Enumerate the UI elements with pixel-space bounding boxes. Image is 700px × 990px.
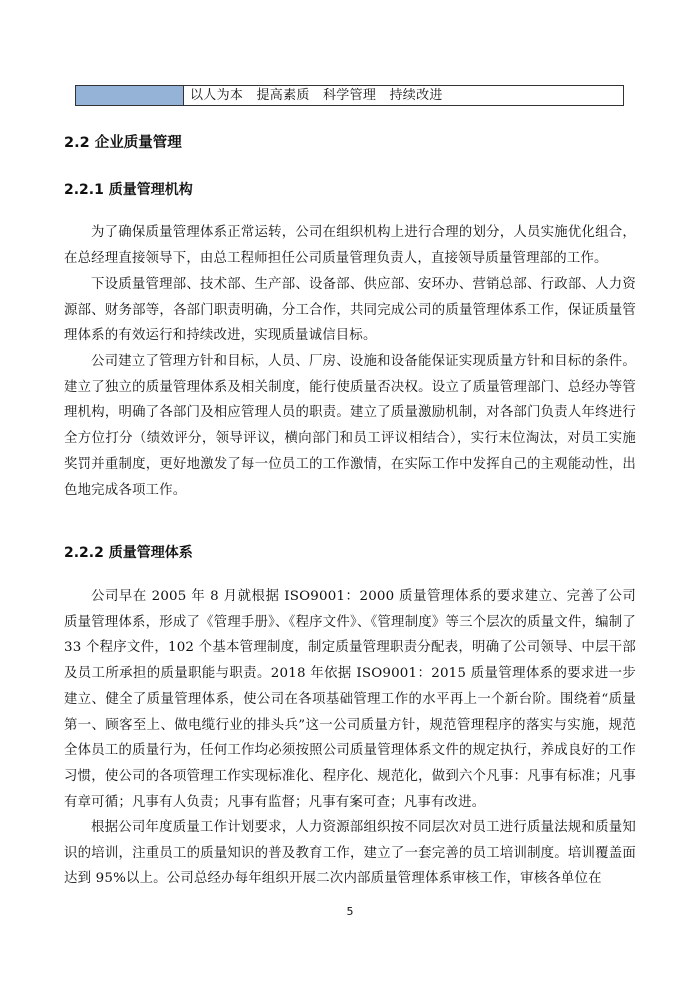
paragraph: 根据公司年度质量工作计划要求，人力资源部组织按不同层次对员工进行质量法规和质量知识的培训，注重员工的质量知识的普及教育工作，建立了一套完善的员工培训制度。培训覆盖面达到 95%以上。公司总经办每年组织开展二次内部质量管理体系审核工作，审核各单位在	[64, 820, 636, 887]
paragraph: 为了确保质量管理体系正常运转，公司在组织机构上进行合理的划分，人员实施优化组合，在总经理直接领导下，由总工程师担任公司质量管理负责人，直接领导质量管理部的工作。	[64, 225, 636, 266]
page-number: 5	[346, 905, 354, 918]
paragraph: 公司早在 2005 年 8 月就根据 ISO9001：2000 质量管理体系的要求建立、完善了公司质量管理体系，形成了《管理手册》、《程序文件》、《管理制度》等三个层次的质量文件，编制了 33 个程序文件，102 个基本管理制度，制定质量管理职责分配表，明确了公司领导、中层干部及员工所承担的质量职能与职责。2018 年依据 ISO9001：2015 质量管理体系的要求进一步建立、健全了质量管理体系，使公司在各项基础管理工作的水平再上一个新台阶。围绕着“质量第一、顾客至上、做电缆行业的排头兵”这一公司质量方针，规范管理程序的落实与实施，规范全体员工的质量行为，任何工作均必须按照公司质量管理体系文件的规定执行，养成良好的工作习惯，使公司的各项管理工作实现标准化、程序化、规范化，做到六个凡事：凡事有标准；凡事有章可循；凡事有人负责；凡事有监督；凡事有案可查；凡事有改进。	[64, 589, 636, 810]
header-table-color-cell	[76, 86, 184, 105]
subsection-heading-organization: 2.2.1 质量管理机构	[64, 182, 193, 198]
header-table-row	[75, 85, 624, 106]
header-slogan: 以人为本 提高素质 科学管理 持续改进	[190, 88, 443, 103]
subsection-heading-system: 2.2.2 质量管理体系	[64, 545, 193, 561]
section-heading: 2.2 企业质量管理	[64, 135, 182, 151]
paragraph: 下设质量管理部、技术部、生产部、设备部、供应部、安环办、营销总部、行政部、人力资源部、财务部等，各部门职责明确，分工合作，共同完成公司的质量管理体系工作，保证质量管理体系的有效运行和持续改进，实现质量诚信目标。	[64, 277, 636, 344]
paragraph: 公司建立了管理方针和目标，人员、厂房、设施和设备能保证实现质量方针和目标的条件。建立了独立的质量管理体系及相关制度，能行使质量否决权。设立了质量管理部门、总经办等管理机构，明确了各部门及相应管理人员的职责。建立了质量激励机制，对各部门负责人年终进行全方位打分（绩效评分，领导评议，横向部门和员工评议相结合），实行末位淘汰，对员工实施奖罚并重制度，更好地激发了每一位员工的工作激情，在实际工作中发挥自己的主观能动性，出色地完成各项工作。	[64, 354, 636, 498]
